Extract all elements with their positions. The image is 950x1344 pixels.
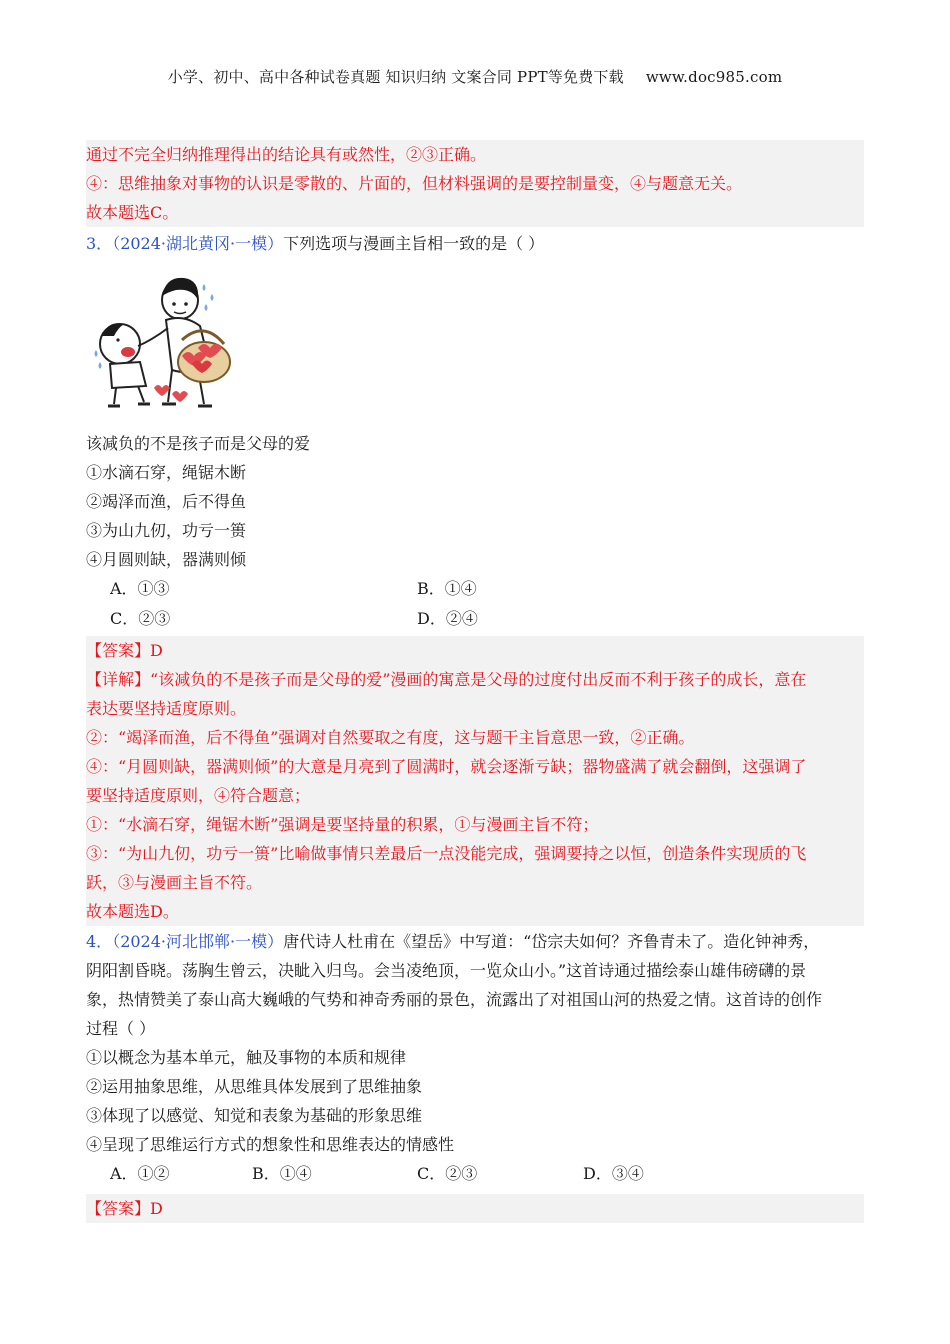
detail-line: 故本题选D。 xyxy=(86,902,179,921)
option-c[interactable]: C．②③ xyxy=(417,1164,478,1183)
option-a[interactable]: A．①② xyxy=(110,1164,170,1183)
question-text: 唐代诗人杜甫在《望岳》中写道：“岱宗夫如何？齐鲁青未了。造化钟神秀， xyxy=(283,932,820,951)
analysis-line: 通过不完全归纳推理得出的结论具有或然性，②③正确。 xyxy=(86,145,487,164)
prev-analysis-box xyxy=(86,140,864,227)
question-4-answer-box xyxy=(86,1194,864,1223)
statement-item: ③为山九仞，功亏一篑 xyxy=(86,521,247,540)
detail-line: 表达要坚持适度原则。 xyxy=(86,699,247,718)
analysis-line: 故本题选C。 xyxy=(86,203,179,222)
header-site: www.doc985.com xyxy=(645,68,783,86)
statement-item: ③体现了以感觉、知觉和表象为基础的形象思维 xyxy=(86,1106,423,1125)
detail-line: ④：“月圆则缺，器满则倾”的大意是月亮到了圆满时，就会逐渐亏缺；器物盛满了就会翻倒，这强调了 xyxy=(86,757,807,776)
statement-item: ①水滴石穿，绳锯木断 xyxy=(86,463,247,482)
question-source: （2024·湖北黄冈·一模） xyxy=(112,234,284,253)
detail-line: ①：“水滴石穿，绳锯木断”强调是要坚持量的积累，①与漫画主旨不符； xyxy=(86,815,599,834)
page-header xyxy=(0,66,950,87)
detail-line: 跃，③与漫画主旨不符。 xyxy=(86,873,263,892)
question-source: （2024·河北邯郸·一模） xyxy=(112,932,284,951)
option-c[interactable]: C．②③ xyxy=(110,609,171,628)
options-row xyxy=(86,604,864,634)
header-text: 小学、初中、高中各种试卷真题 知识归纳 文案合同 PPT等免费下载 xyxy=(167,68,624,86)
statement-item: ②运用抽象思维，从思维具体发展到了思维抽象 xyxy=(86,1077,423,1096)
question-3-answer-box xyxy=(86,636,864,926)
statement-item: ①以概念为基本单元，触及事物的本质和规律 xyxy=(86,1048,407,1067)
option-d[interactable]: D．②④ xyxy=(417,609,478,628)
analysis-line: ④：思维抽象对事物的认识是零散的、片面的，但材料强调的是要控制量变，④与题意无关。 xyxy=(86,174,743,193)
question-3-body xyxy=(86,429,864,634)
answer-label: 【答案】 xyxy=(86,641,151,660)
cartoon-image xyxy=(88,270,238,416)
statement-item: ②竭泽而渔，后不得鱼 xyxy=(86,492,247,511)
options-row xyxy=(86,574,864,604)
question-number: 3． xyxy=(86,234,113,253)
detail-line: 要坚持适度原则，④符合题意； xyxy=(86,786,311,805)
statement-item: ④呈现了思维运行方式的想象性和思维表达的情感性 xyxy=(86,1135,455,1154)
detail-line: ②：“竭泽而渔，后不得鱼”强调对自然要取之有度，这与题干主旨意思一致，②正确。 xyxy=(86,728,695,747)
option-a[interactable]: A．①③ xyxy=(110,579,170,598)
question-3-stem xyxy=(86,229,864,258)
question-text: 下列选项与漫画主旨相一致的是（ ） xyxy=(283,234,545,253)
option-d[interactable]: D．③④ xyxy=(583,1164,644,1183)
question-number: 4． xyxy=(86,932,113,951)
statement-item: ④月圆则缺，器满则倾 xyxy=(86,550,247,569)
answer-value: D xyxy=(150,641,163,660)
cartoon-caption: 该减负的不是孩子而是父母的爱 xyxy=(86,434,311,453)
detail-line: ③：“为山九仞，功亏一篑”比喻做事情只差最后一点没能完成，强调要持之以恒，创造条件实现质的飞 xyxy=(86,844,807,863)
option-b[interactable]: B．①④ xyxy=(252,1164,312,1183)
detail-text: “该减负的不是孩子而是父母的爱”漫画的寓意是父母的过度付出反而不利于孩子的成长，意在 xyxy=(150,670,807,689)
detail-label: 【详解】 xyxy=(86,670,151,689)
options-row xyxy=(86,1159,864,1189)
question-text-line: 象，热情赞美了泰山高大巍峨的气势和神奇秀丽的景色，流露出了对祖国山河的热爱之情。这首诗的创作 xyxy=(86,990,823,1009)
question-4 xyxy=(86,927,864,1189)
option-b[interactable]: B．①④ xyxy=(417,579,477,598)
answer-label: 【答案】 xyxy=(86,1199,151,1218)
answer-value: D xyxy=(150,1199,163,1218)
question-text-line: 阴阳割昏晓。荡胸生曾云，决眦入归鸟。会当凌绝顶，一览众山小。”这首诗通过描绘泰山雄伟磅礴的景 xyxy=(86,961,807,980)
question-text-line: 过程（ ） xyxy=(86,1019,156,1038)
